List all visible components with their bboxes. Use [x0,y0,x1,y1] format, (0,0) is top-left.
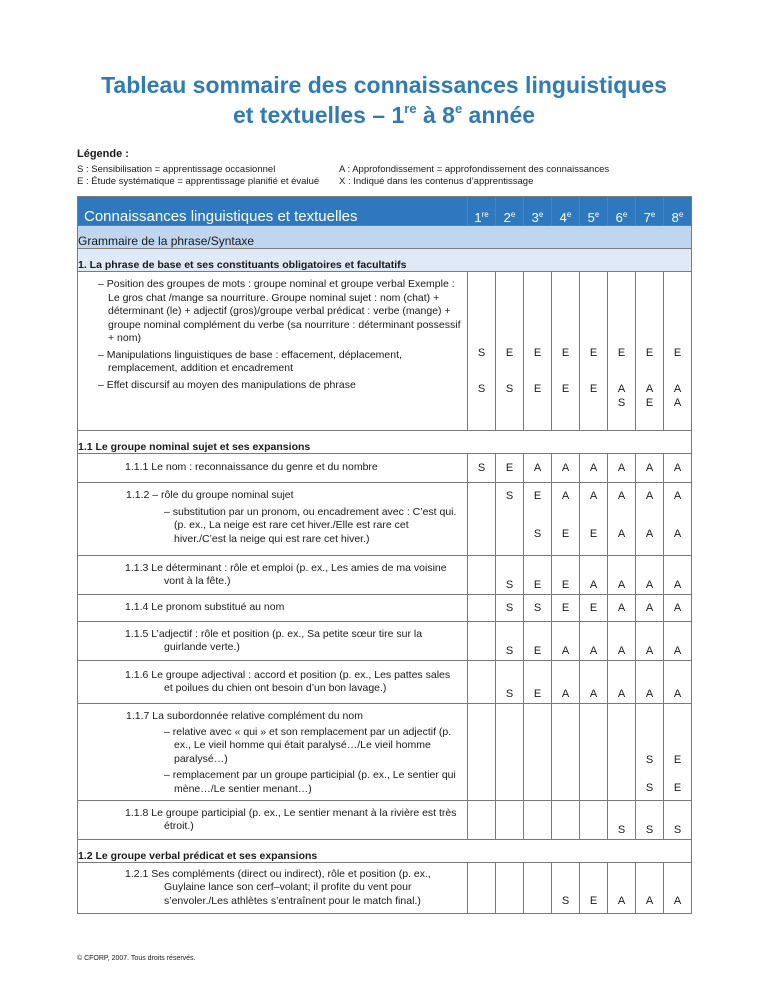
subsection-row [78,249,692,272]
row-label: 1.1.1 Le nom : reconnaissance du genre et du nombre [78,454,468,483]
grade-cell: E [496,454,524,483]
grade-cell: A [664,863,692,914]
grade-cell: E [524,556,552,595]
grade-cell: A [664,661,692,704]
grade-header: 3e [524,197,552,226]
table-row [78,454,692,483]
grade-cell: A [552,622,580,661]
title-line-1: Tableau sommaire des connaissances linguistiques [101,72,667,98]
grade-cell: E A A [664,272,692,431]
grade-cell: A [608,595,636,622]
grade-cell [552,801,580,840]
row-label: 1.2.1 Ses compléments (direct ou indirect), rôle et position (p. ex., Guylaine lance son cerf–volant; il profite du vent pour s’envoler./Les athlètes s’entraînent pour le match final.) [78,863,468,914]
grade-cell [524,863,552,914]
subsection-title: 1.2 Le groupe verbal prédicat et ses expansions [78,840,692,863]
grade-header: 8e [664,197,692,226]
grade-cell [608,704,636,801]
header-label: Connaissances linguistiques et textuelles [78,197,468,226]
row-label: 1.1.6 Le groupe adjectival : accord et position (p. ex., Les pattes sales et poilues du chien ont besoin d’un bon lavage.) [78,661,468,704]
grade-cell: A A [636,483,664,556]
legend-title: Légende : [77,148,129,160]
grade-cell: S [552,863,580,914]
table-row [78,595,692,622]
grade-cell: A [664,595,692,622]
section-row [78,226,692,249]
row-label: 1.1.7 La subordonnée relative complément du nom – relative avec « qui » et son remplacement par un adjectif (p. ex., Le vieil homme qui était paralysé…/Le vieil homme paralysé…) – remplacement par un groupe participial (p. ex., Le sentier qui mène…/Le sentier menant…) [78,704,468,801]
grade-cell: A [608,863,636,914]
grade-cell: S [496,661,524,704]
subsection-title: 1. La phrase de base et ses constituants obligatoires et facultatifs [78,249,692,272]
knowledge-table [77,196,692,914]
grade-cell [468,595,496,622]
grade-cell [580,801,608,840]
table-row [78,272,692,431]
grade-cell: S S [468,272,496,431]
section-title: Grammaire de la phrase/Syntaxe [78,226,692,249]
subsection-row [78,431,692,454]
legend [77,148,697,187]
grade-cell: A E [552,483,580,556]
grade-header: 1re [468,197,496,226]
grade-cell: A [608,454,636,483]
grade-cell: S [496,622,524,661]
grade-cell: A [636,454,664,483]
grade-cell: A [636,595,664,622]
grade-cell: E A S [608,272,636,431]
grade-cell: E [552,556,580,595]
grade-cell: A [580,454,608,483]
grade-header: 5e [580,197,608,226]
grade-cell: A E [580,483,608,556]
grade-cell: E A E [636,272,664,431]
table-header [78,197,692,226]
table-row [78,622,692,661]
legend-item: X : Indiqué dans les contenus d’apprentissage [339,176,534,187]
grade-cell: E [580,863,608,914]
grade-header: 2e [496,197,524,226]
grade-cell: A [580,622,608,661]
row-label: 1.1.5 L’adjectif : rôle et position (p. ex., Sa petite sœur tire sur la guirlande verte.) [78,622,468,661]
grade-cell [468,863,496,914]
grade-cell: A [636,863,664,914]
table-row [78,661,692,704]
grade-cell: E [524,661,552,704]
grade-cell [468,801,496,840]
table-row [78,556,692,595]
copyright-footer: © CFORP, 2007. Tous droits réservés. [77,955,196,962]
grade-cell: A [664,454,692,483]
legend-item: E : Étude systématique = apprentissage planifié et évalué [77,176,320,187]
grade-cell [468,661,496,704]
table-row [78,704,692,801]
table-row [78,863,692,914]
grade-cell: S S [636,704,664,801]
table-row [78,483,692,556]
grade-cell: E [524,622,552,661]
table-row [78,801,692,840]
grade-cell: A [580,661,608,704]
grade-cell: A [664,556,692,595]
grade-cell: S [636,801,664,840]
grade-cell: E E [580,272,608,431]
grade-cell [468,556,496,595]
subsection-title: 1.1 Le groupe nominal sujet et ses expansions [78,431,692,454]
grade-cell: E S [496,272,524,431]
row-label: 1.1.8 Le groupe participial (p. ex., Le sentier menant à la rivière est très étroit.) [78,801,468,840]
grade-cell [496,801,524,840]
row-label: 1.1.3 Le déterminant : rôle et emploi (p. ex., Les amies de ma voisine vont à la fête.) [78,556,468,595]
grade-cell: A [524,454,552,483]
grade-cell: A [636,622,664,661]
grade-cell: A [636,661,664,704]
grade-header: 7e [636,197,664,226]
grade-header: 4e [552,197,580,226]
grade-cell: A [608,622,636,661]
grade-cell: E [552,595,580,622]
grade-cell [496,704,524,801]
title-line-2: et textuelles – 1re à 8e année [232,101,536,128]
grade-cell: S [496,595,524,622]
grade-cell: S [524,595,552,622]
grade-cell: E [580,595,608,622]
grade-cell: E E [552,272,580,431]
grade-cell [468,622,496,661]
row-label: 1.1.2 – rôle du groupe nominal sujet – substitution par un pronom, ou encadrement avec : C’est qui. (p. ex., La neige est rare cet hiver./Elle est rare cet hiver./C’est la neige qui est rare cet hiver.) [78,483,468,556]
grade-cell [468,704,496,801]
grade-cell: E E [664,704,692,801]
grade-cell [496,863,524,914]
grade-cell: A [580,556,608,595]
grade-cell: E S [524,483,552,556]
grade-cell: E E [524,272,552,431]
legend-item: S : Sensibilisation = apprentissage occasionnel [77,164,276,175]
grade-cell [524,704,552,801]
grade-cell: S [468,454,496,483]
grade-cell: S [608,801,636,840]
grade-cell: A A [664,483,692,556]
page-title [0,70,768,130]
grade-cell: A [552,661,580,704]
grade-cell [552,704,580,801]
grade-cell [580,704,608,801]
subsection-row [78,840,692,863]
grade-cell: S [664,801,692,840]
grade-cell: A [664,622,692,661]
grade-cell [524,801,552,840]
grade-cell [468,483,496,556]
grade-cell: S [496,483,524,556]
grade-cell: A [608,556,636,595]
grade-cell: A A [608,483,636,556]
row-label: – Position des groupes de mots : groupe nominal et groupe verbal Exemple : Le gros chat /mange sa nourriture. Groupe nominal sujet : nom (chat) + déterminant (le) + adjectif (gros)/groupe verbal prédicat : verbe (mange) + groupe nominal complément du verbe (sa nourriture : déterminant possessif + nom) – Manipulations linguistiques de base : effacement, déplacement, remplacement, addition et encadrement – Effet discursif au moyen des manipulations de phrase [78,272,468,431]
row-label: 1.1.4 Le pronom substitué au nom [78,595,468,622]
grade-header: 6e [608,197,636,226]
grade-cell: A [608,661,636,704]
grade-cell: A [552,454,580,483]
legend-item: A : Approfondissement = approfondissement des connaissances [339,164,610,175]
grade-cell: S [496,556,524,595]
grade-cell: A [636,556,664,595]
